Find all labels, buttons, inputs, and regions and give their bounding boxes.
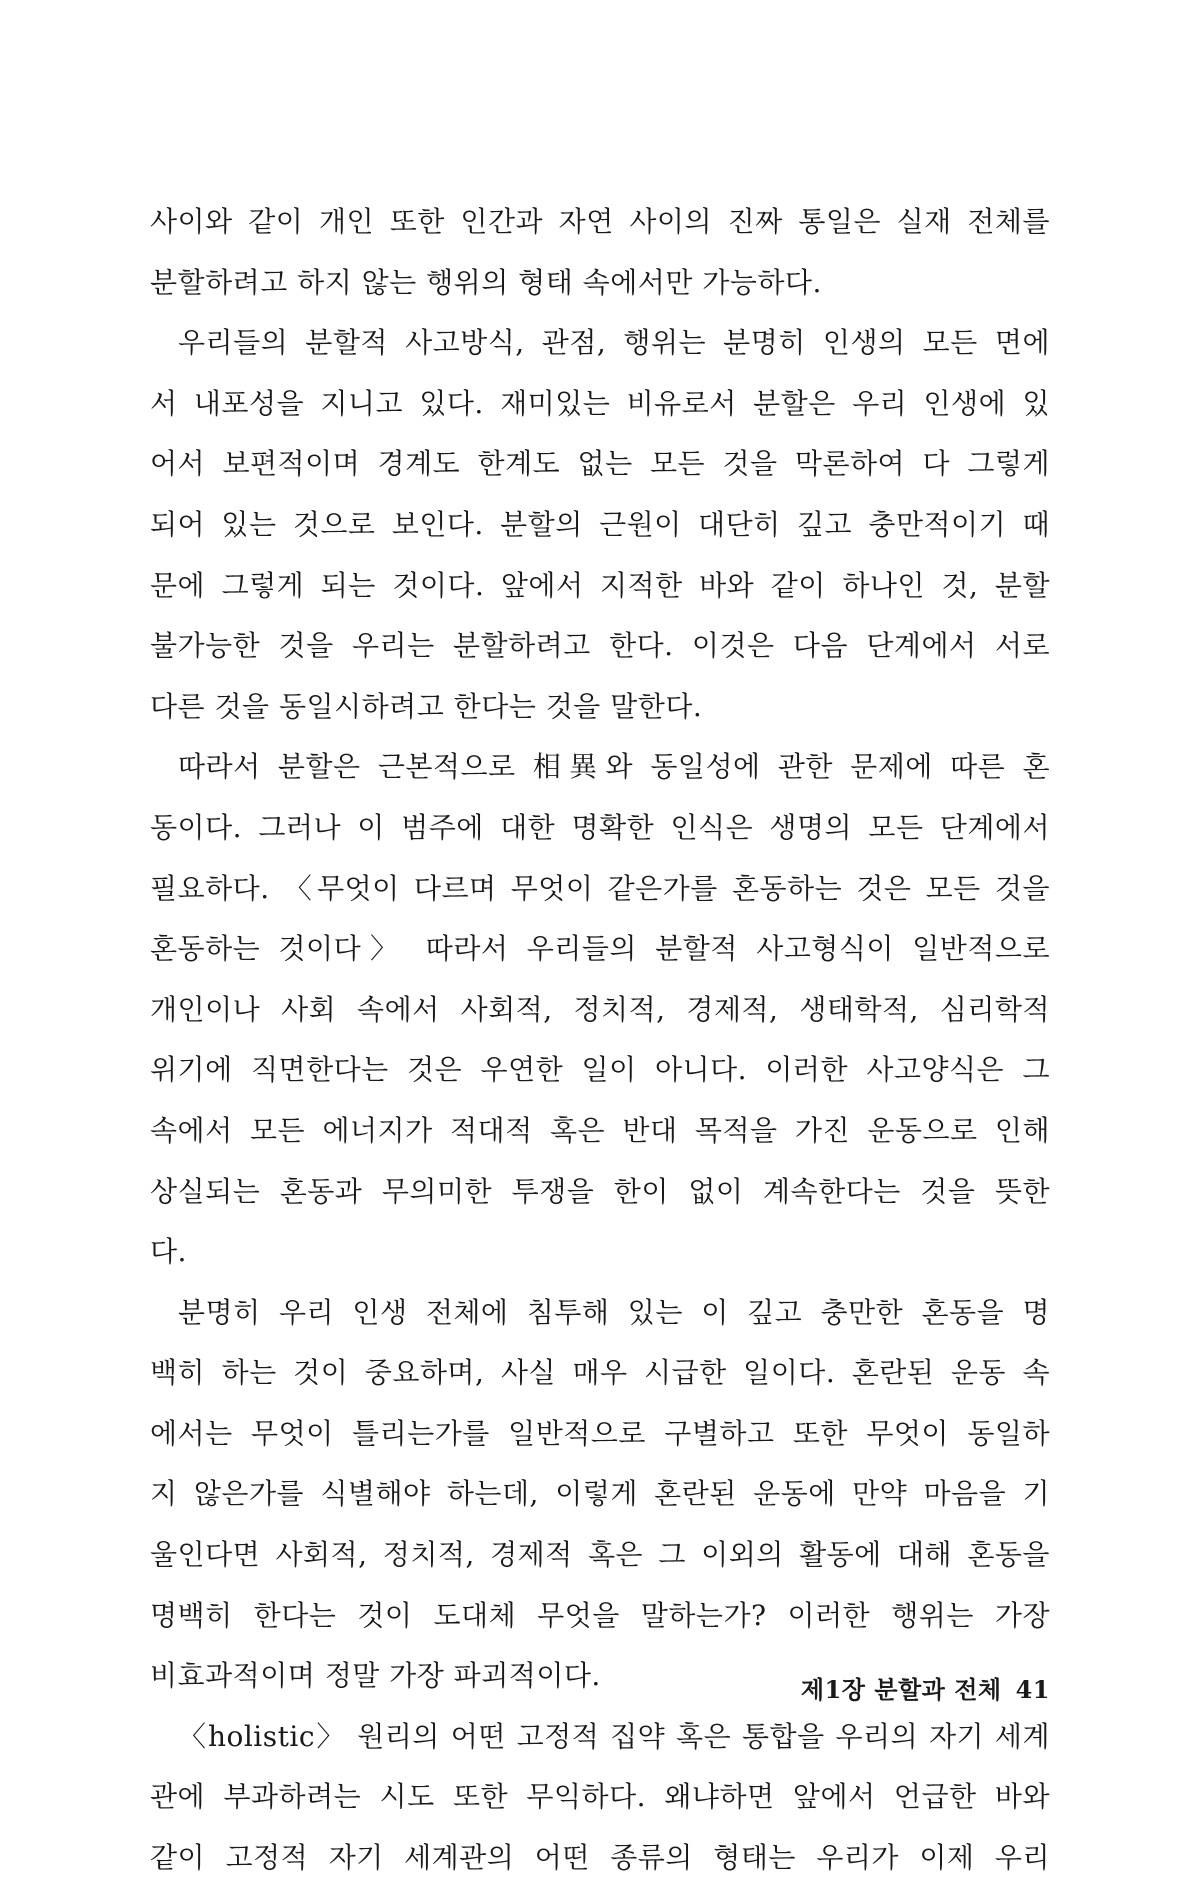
text-line: 문에 그렇게 되는 것이다. 앞에서 지적한 바와 같이 하나인 것, 분할 — [150, 568, 1050, 602]
chapter-title: 제1장 분할과 전체 — [800, 1675, 1002, 1704]
text-line: 울인다면 사회적, 정치적, 경제적 혹은 그 이외의 활동에 대해 혼동을 — [150, 1538, 1050, 1572]
running-footer — [150, 1670, 1050, 1705]
text-line: 관에 부과하려는 시도 또한 무익하다. 왜냐하면 앞에서 언급한 바와 — [150, 1780, 1050, 1814]
text-line: 상실되는 혼동과 무의미한 투쟁을 한이 없이 계속한다는 것을 뜻한 — [150, 1174, 1050, 1208]
text-line: 〈holistic〉 원리의 어떤 고정적 집약 혹은 통합을 우리의 자기 세계 — [178, 1719, 1050, 1753]
text-line: 같이 고정적 자기 세계관의 어떤 종류의 형태는 우리가 이제 우리 — [150, 1841, 1050, 1875]
text-line: 되어 있는 것으로 보인다. 분할의 근원이 대단히 깊고 충만적이기 때 — [150, 507, 1050, 541]
text-line: 위기에 직면한다는 것은 우연한 일이 아니다. 이러한 사고양식은 그 — [150, 1053, 1050, 1087]
text-line: 불가능한 것을 우리는 분할하려고 한다. 이것은 다음 단계에서 서로 — [150, 629, 1050, 663]
text-line: 사이와 같이 개인 또한 인간과 자연 사이의 진짜 통일은 실재 전체를 — [150, 205, 1050, 238]
text-line: 필요하다. 〈무엇이 다르며 무엇이 같은가를 혼동하는 것은 모든 것을 — [150, 871, 1050, 905]
text-line: 분명히 우리 인생 전체에 침투해 있는 이 깊고 충만한 혼동을 명 — [178, 1295, 1050, 1329]
text-line: 속에서 모든 에너지가 적대적 혹은 반대 목적을 가진 운동으로 인해 — [150, 1113, 1050, 1147]
text-line: 백히 하는 것이 중요하며, 사실 매우 시급한 일이다. 혼란된 운동 속 — [150, 1356, 1050, 1390]
text-line: 다른 것을 동일시하려고 한다는 것을 말한다. — [150, 689, 703, 723]
text-line: 에서는 무엇이 틀리는가를 일반적으로 구별하고 또한 무엇이 동일하 — [150, 1416, 1050, 1450]
text-line: 분할하려고 하지 않는 행위의 형태 속에서만 가능하다. — [150, 265, 822, 299]
body-text — [150, 196, 1050, 1893]
text-line: 우리들의 분할적 사고방식, 관점, 행위는 분명히 인생의 모든 면에 — [178, 326, 1050, 360]
text-line: 서 내포성을 지니고 있다. 재미있는 비유로서 분할은 우리 인생에 있 — [150, 386, 1050, 420]
text-line: 다. — [150, 1235, 187, 1269]
text-line: 어서 보편적이며 경계도 한계도 없는 모든 것을 막론하여 다 그렇게 — [150, 447, 1050, 481]
text-line: 개인이나 사회 속에서 사회적, 정치적, 경제적, 생태학적, 심리학적 — [150, 992, 1050, 1026]
text-line: 지 않은가를 식별해야 하는데, 이렇게 혼란된 운동에 만약 마음을 기 — [150, 1477, 1050, 1511]
text-line: 명백히 한다는 것이 도대체 무엇을 말하는가? 이러한 행위는 가장 — [150, 1598, 1050, 1632]
text-line: 따라서 분할은 근본적으로 相異와 동일성에 관한 문제에 따른 혼 — [178, 750, 1050, 784]
text-line: 동이다. 그러나 이 범주에 대한 명확한 인식은 생명의 모든 단계에서 — [150, 810, 1050, 844]
text-line: 혼동하는 것이다〉 따라서 우리들의 분할적 사고형식이 일반적으로 — [150, 932, 1050, 966]
text-line: 비효과적이며 정말 가장 파괴적이다. — [150, 1659, 601, 1693]
page-number: 41 — [1015, 1675, 1050, 1704]
